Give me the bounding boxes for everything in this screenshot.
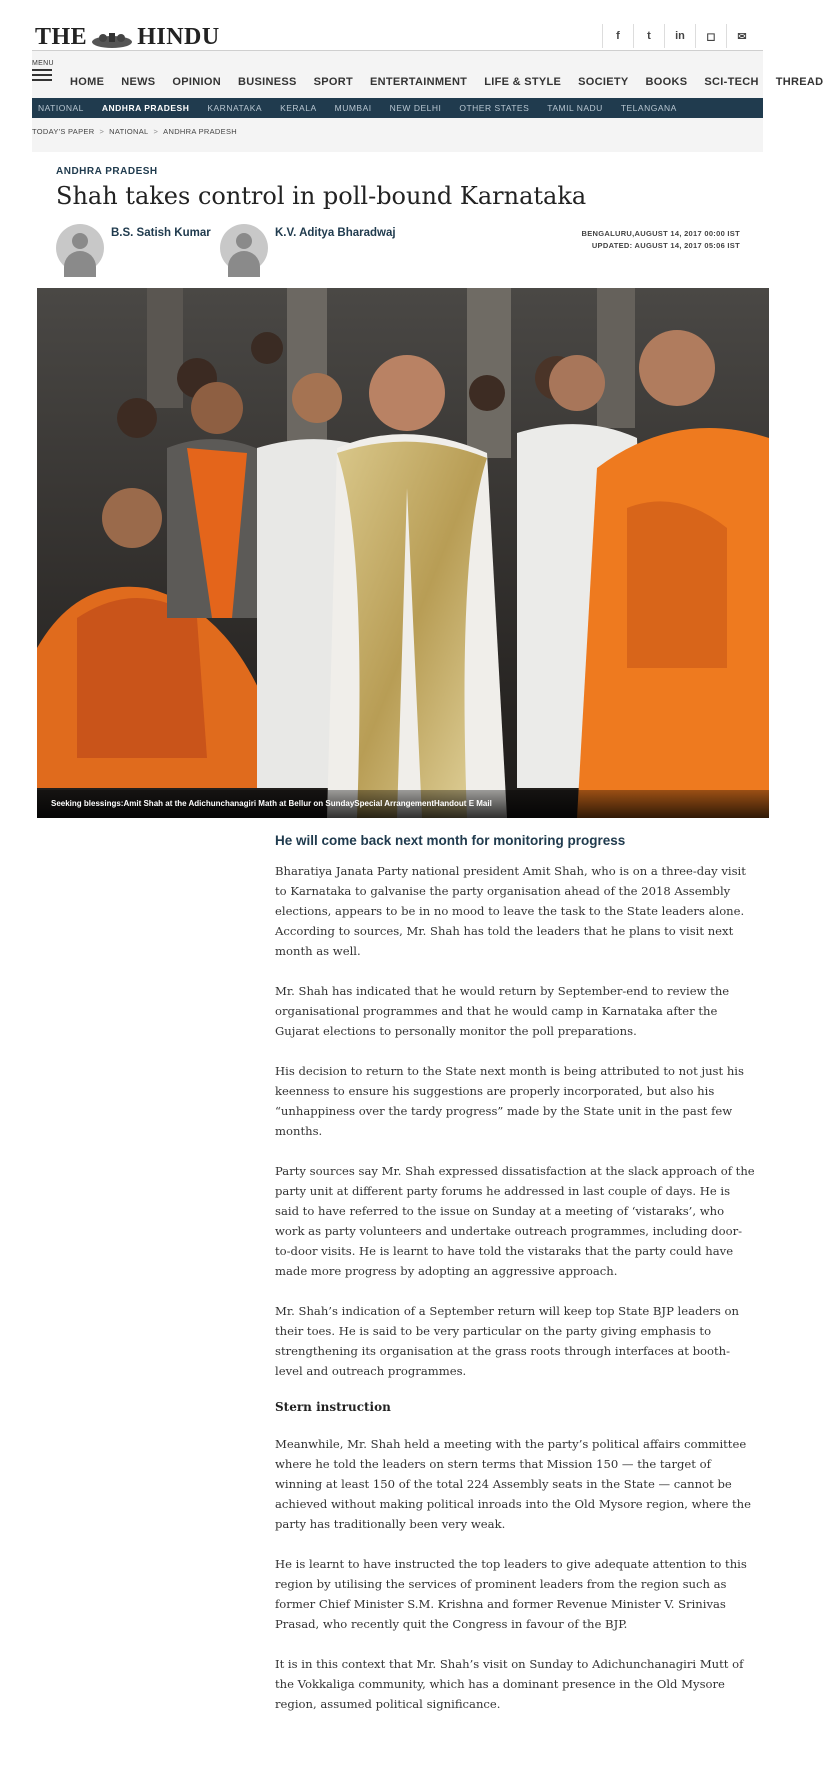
- nav-sport[interactable]: SPORT: [313, 76, 354, 88]
- breadcrumb-separator: >: [153, 127, 159, 136]
- nav-life-style[interactable]: LIFE & STYLE: [484, 76, 562, 88]
- site-logo[interactable]: [35, 24, 220, 51]
- subnav-karnataka[interactable]: KARNATAKA: [207, 103, 263, 113]
- avatar: [56, 224, 104, 272]
- masthead-divider: [32, 50, 763, 51]
- instagram-icon[interactable]: ◻: [695, 24, 726, 48]
- article-paragraph: Meanwhile, Mr. Shah held a meeting with the party’s political affairs committee where he told the leaders on stern terms that Mission 150 — the target of winning at least 150 of the total 224 Assembly seats in the State — cannot be achieved without making political inroads into the Old Mysore region, where the party has traditionally been very weak.: [275, 1437, 751, 1531]
- article-headline: Shah takes control in poll-bound Karnataka: [56, 182, 587, 210]
- article-body: [275, 833, 755, 1734]
- breadcrumb-andhra-pradesh[interactable]: ANDHRA PRADESH: [163, 127, 237, 136]
- article-paragraph: Party sources say Mr. Shah expressed dissatisfaction at the slack approach of the party unit at different party forums he addressed in last couple of days. He is said to have referred to the issue on Sunday at a meeting of ‘vistaraks’, who work as party volunteers and undertake outreach programmes, including door-to-door visits. He is learnt to have told the vistaraks that the party could have made more progress by adopting an aggressive approach.: [275, 1164, 755, 1278]
- avatar: [220, 224, 268, 272]
- nav-business[interactable]: BUSINESS: [237, 76, 297, 88]
- menu-button[interactable]: [32, 60, 54, 92]
- sub-nav: [32, 98, 763, 118]
- article-paragraph: It is in this context that Mr. Shah’s visit on Sunday to Adichunchanagiri Mutt of the Vokkaliga community, which has a dominant presence in the Old Mysore region, assumed political significance.: [275, 1657, 744, 1711]
- author-name-link[interactable]: K.V. Aditya Bharadwaj: [275, 227, 396, 239]
- author-name-link[interactable]: B.S. Satish Kumar: [111, 227, 211, 239]
- article-dateline: [582, 228, 740, 252]
- breadcrumb: [32, 127, 237, 136]
- article-paragraph: His decision to return to the State next month is being attributed to not just his keenness to ensure his suggestions are properly incorporated, but also his “unhappiness over the tardy progress” made by the State unit in the past few months.: [275, 1064, 744, 1138]
- subnav-tamil-nadu[interactable]: TAMIL NADU: [547, 103, 603, 113]
- subnav-other-states[interactable]: OTHER STATES: [459, 103, 530, 113]
- published-date: BENGALURU,AUGUST 14, 2017 00:00 IST: [581, 229, 740, 238]
- subnav-mumbai[interactable]: MUMBAI: [334, 103, 372, 113]
- nav-news[interactable]: NEWS: [121, 76, 156, 88]
- photo-caption: Seeking blessings:Amit Shah at the Adichunchanagiri Math at Bellur on SundaySpecial ArrangementHandout E Mail: [37, 790, 769, 818]
- article-photo: [37, 288, 769, 818]
- author-2: [220, 224, 396, 272]
- subnav-telangana[interactable]: TELANGANA: [620, 103, 677, 113]
- nav-entertainment[interactable]: ENTERTAINMENT: [370, 76, 468, 88]
- article-paragraph: He is learnt to have instructed the top leaders to give adequate attention to this region by utilising the services of prominent leaders from the region such as former Chief Minister S.M. Krishna and former Revenue Minister V. Srinivas Prasad, who recently quit the Congress in favour of the BJP.: [275, 1557, 747, 1631]
- subnav-andhra-pradesh[interactable]: ANDHRA PRADESH: [101, 103, 190, 113]
- subnav-national[interactable]: NATIONAL: [38, 103, 84, 113]
- breadcrumb-national[interactable]: NATIONAL: [109, 127, 149, 136]
- menu-label: MENU: [32, 60, 54, 67]
- logo-emblem-icon: [90, 29, 134, 47]
- author-1: [56, 224, 211, 272]
- nav-sci-tech[interactable]: SCI-TECH: [704, 76, 759, 88]
- subnav-new-delhi[interactable]: NEW DELHI: [389, 103, 442, 113]
- updated-date: UPDATED: AUGUST 14, 2017 05:06 IST: [591, 241, 740, 250]
- article-lead: He will come back next month for monitoring progress: [275, 833, 626, 848]
- article-paragraph: Mr. Shah has indicated that he would return by September-end to review the organisational programmes and that he would camp in Karnataka after the Gujarat elections to personally monitor the poll preparations.: [275, 984, 730, 1038]
- nav-thread[interactable]: THREAD: [775, 76, 824, 88]
- breadcrumb-todays-paper[interactable]: TODAY'S PAPER: [32, 127, 95, 136]
- nav-opinion[interactable]: OPINION: [172, 76, 221, 88]
- masthead: [32, 22, 763, 50]
- nav-society[interactable]: SOCIETY: [578, 76, 629, 88]
- article-subhead: Stern instruction: [275, 1400, 391, 1414]
- article-paragraph: Bharatiya Janata Party national president Amit Shah, who is on a three-day visit to Karnataka to galvanise the party organisation ahead of the 2018 Assembly elections, appears to be in no mood to leave the task to the State leaders alone. According to sources, Mr. Shah has told the leaders that he plans to visit next month as well.: [275, 864, 746, 958]
- breadcrumb-separator: >: [99, 127, 105, 136]
- logo-text-right: HINDU: [137, 24, 220, 50]
- linkedin-icon[interactable]: in: [664, 24, 695, 48]
- logo-text-left: THE: [35, 24, 88, 50]
- article-section-label[interactable]: ANDHRA PRADESH: [56, 166, 158, 177]
- main-nav: [70, 76, 840, 88]
- site-header: [32, 22, 824, 152]
- nav-books[interactable]: BOOKS: [645, 76, 688, 88]
- facebook-icon[interactable]: f: [602, 24, 633, 48]
- subnav-kerala[interactable]: KERALA: [280, 103, 317, 113]
- mail-icon[interactable]: ✉: [726, 24, 757, 48]
- article-paragraph: Mr. Shah’s indication of a September return will keep top State BJP leaders on their toes. He is said to be very particular on the party giving emphasis to strengthening its organisation at the grass roots through interfaces at booth-level and outreach programmes.: [275, 1304, 739, 1378]
- nav-home[interactable]: HOME: [70, 76, 105, 88]
- social-links: [602, 24, 757, 48]
- hamburger-menu-icon: [32, 69, 52, 81]
- twitter-icon[interactable]: t: [633, 24, 664, 48]
